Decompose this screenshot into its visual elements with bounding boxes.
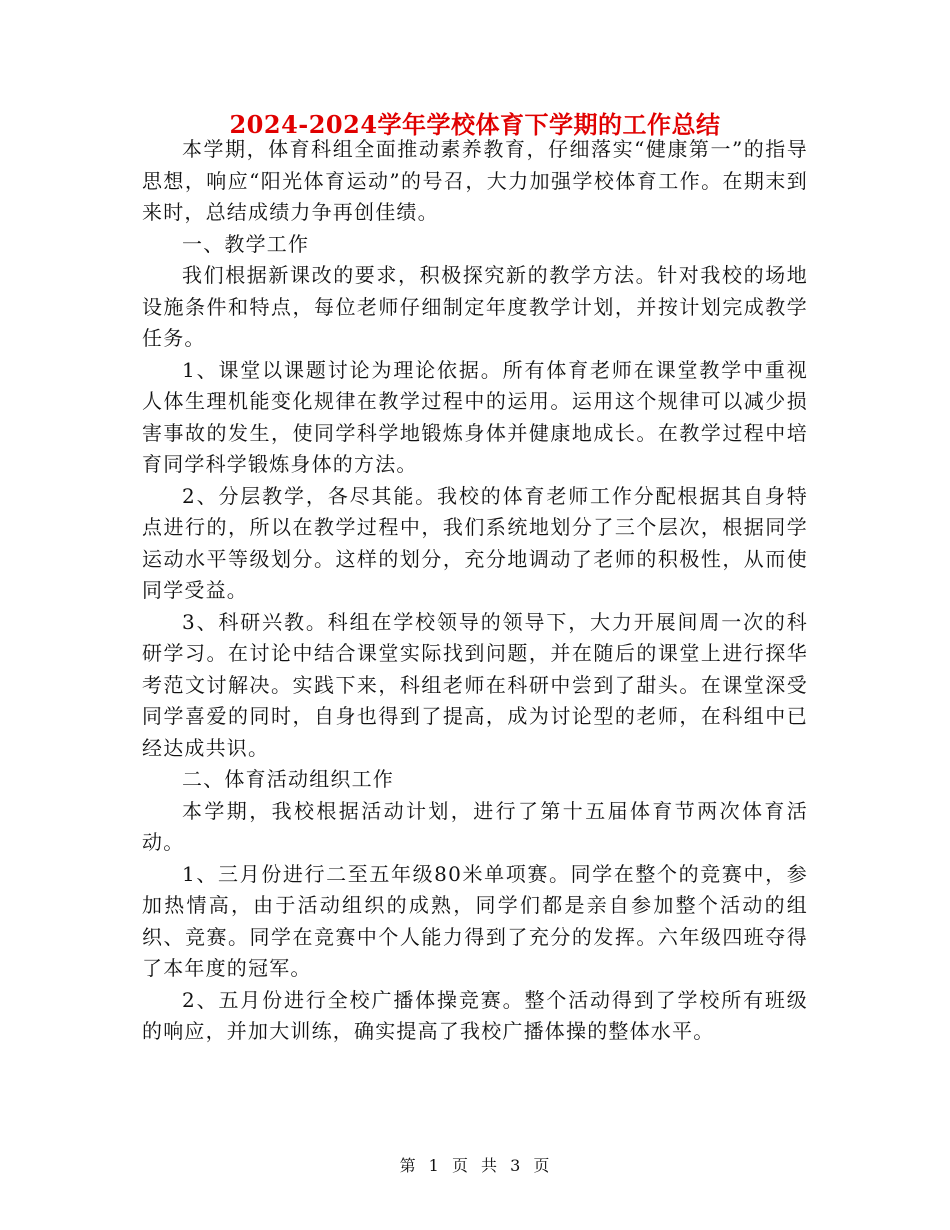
document-title: 2024-2024学年学校体育下学期的工作总结 [229,110,721,139]
section-heading-teaching: 一、教学工作 [182,231,310,256]
paragraph-teaching-item-3: 3、科研兴教。科组在学校领导的领导下，大力开展间周一次的科研学习。在讨论中结合课堂实际找到问题，并在随后的课堂上进行探华考范文讨解决。实践下来，科组老师在科研中尝到了甜头。在课堂深受同学喜爱的同时，自身也得到了提高，成为讨论型的老师，在科组中已经达成共识。 [142,609,808,760]
paragraph-activities-overview: 本学期，我校根据活动计划，进行了第十五届体育节两次体育活动。 [142,798,808,854]
paragraph-teaching-overview: 我们根据新课改的要求，积极探究新的教学方法。针对我校的场地设施条件和特点，每位老师仔细制定年度教学计划，并按计划完成教学任务。 [142,263,808,350]
paragraph-teaching-item-1: 1、课堂以课题讨论为理论依据。所有体育老师在课堂教学中重视人体生理机能变化规律在教学过程中的运用。运用这个规律可以减少损害事故的发生，使同学科学地锻炼身体并健康地成长。在教学过程中培育同学科学锻炼身体的方法。 [142,357,808,476]
paragraph-activities-item-2: 2、五月份进行全校广播体操竞赛。整个活动得到了学校所有班级的响应，并加大训练，确实提高了我校广播体操的整体水平。 [142,987,808,1043]
paragraph-teaching-item-2: 2、分层教学，各尽其能。我校的体育老师工作分配根据其自身特点进行的，所以在教学过程中，我们系统地划分了三个层次，根据同学运动水平等级划分。这样的划分，充分地调动了老师的积极性，从而使同学受益。 [142,483,808,602]
page-number-footer: 第 1 页 共 3 页 [399,1156,551,1175]
paragraph-intro: 本学期，体育科组全面推动素养教育，仔细落实“健康第一”的指导思想，响应“阳光体育运动”的号召，大力加强学校体育工作。在期末到来时，总结成绩力争再创佳绩。 [142,137,808,224]
document-body [142,134,808,1048]
section-heading-activities: 二、体育活动组织工作 [182,767,394,791]
paragraph-activities-item-1: 1、三月份进行二至五年级80米单项赛。同学在整个的竞赛中，参加热情高，由于活动组织的成熟，同学们都是亲自参加整个活动的组织、竞赛。同学在竞赛中个人能力得到了充分的发挥。六年级四班夺得了本年度的冠军。 [142,861,808,980]
